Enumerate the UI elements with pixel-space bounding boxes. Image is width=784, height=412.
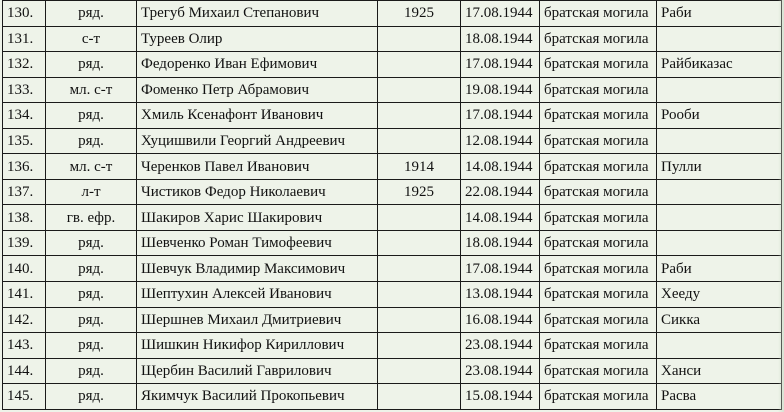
location-cell — [657, 179, 782, 205]
death-date-cell: 16.08.1944 — [461, 307, 540, 333]
burial-type-cell: братская могила — [540, 256, 657, 282]
birth-year-cell: 1914 — [378, 154, 461, 180]
row-number-cell: 130. — [3, 1, 46, 27]
row-number-cell: 138. — [3, 205, 46, 231]
burial-type-cell: братская могила — [540, 52, 657, 78]
table-row — [3, 384, 782, 410]
row-number-cell: 137. — [3, 179, 46, 205]
birth-year-cell: 1925 — [378, 1, 461, 27]
location-cell: Раби — [657, 1, 782, 27]
burial-type-cell: братская могила — [540, 154, 657, 180]
table-row — [3, 230, 782, 256]
page-edge-shadow — [778, 0, 784, 412]
row-number-cell: 143. — [3, 333, 46, 359]
death-date-cell: 15.08.1944 — [461, 384, 540, 410]
burial-type-cell: братская могила — [540, 333, 657, 359]
burial-type-cell: братская могила — [540, 307, 657, 333]
location-cell — [657, 26, 782, 52]
table-row — [3, 128, 782, 154]
row-number-cell: 131. — [3, 26, 46, 52]
location-cell: Райбиказас — [657, 52, 782, 78]
full-name-cell: Щербин Василий Гаврилович — [137, 358, 378, 384]
death-date-cell: 14.08.1944 — [461, 205, 540, 231]
location-cell: Ханси — [657, 358, 782, 384]
rank-cell: ряд. — [46, 358, 137, 384]
death-date-cell: 17.08.1944 — [461, 256, 540, 282]
full-name-cell: Якимчук Василий Прокопьевич — [137, 384, 378, 410]
full-name-cell: Шакиров Харис Шакирович — [137, 205, 378, 231]
burial-type-cell: братская могила — [540, 128, 657, 154]
birth-year-cell — [378, 230, 461, 256]
death-date-cell: 12.08.1944 — [461, 128, 540, 154]
location-cell: Расва — [657, 384, 782, 410]
rank-cell: ряд. — [46, 103, 137, 129]
rank-cell: л-т — [46, 179, 137, 205]
rank-cell: ряд. — [46, 230, 137, 256]
birth-year-cell — [378, 256, 461, 282]
row-number-cell: 145. — [3, 384, 46, 410]
burial-type-cell: братская могила — [540, 77, 657, 103]
birth-year-cell — [378, 282, 461, 308]
burial-type-cell: братская могила — [540, 26, 657, 52]
row-number-cell: 140. — [3, 256, 46, 282]
table-row — [3, 179, 782, 205]
location-cell: Рооби — [657, 103, 782, 129]
row-number-cell: 142. — [3, 307, 46, 333]
row-number-cell: 139. — [3, 230, 46, 256]
birth-year-cell: 1925 — [378, 179, 461, 205]
birth-year-cell — [378, 307, 461, 333]
location-cell: Сикка — [657, 307, 782, 333]
death-date-cell: 13.08.1944 — [461, 282, 540, 308]
table-row — [3, 154, 782, 180]
row-number-cell: 133. — [3, 77, 46, 103]
burial-type-cell: братская могила — [540, 103, 657, 129]
table-row — [3, 52, 782, 78]
death-date-cell: 17.08.1944 — [461, 1, 540, 27]
full-name-cell: Шептухин Алексей Иванович — [137, 282, 378, 308]
full-name-cell: Черенков Павел Иванович — [137, 154, 378, 180]
birth-year-cell — [378, 128, 461, 154]
rank-cell: с-т — [46, 26, 137, 52]
table-row — [3, 103, 782, 129]
table-row — [3, 256, 782, 282]
row-number-cell: 132. — [3, 52, 46, 78]
rank-cell: ряд. — [46, 333, 137, 359]
table-row — [3, 307, 782, 333]
rank-cell: ряд. — [46, 1, 137, 27]
table-body — [3, 1, 782, 410]
table-row — [3, 77, 782, 103]
location-cell: Пулли — [657, 154, 782, 180]
location-cell — [657, 230, 782, 256]
death-date-cell: 17.08.1944 — [461, 103, 540, 129]
full-name-cell: Шевчук Владимир Максимович — [137, 256, 378, 282]
rank-cell: мл. с-т — [46, 77, 137, 103]
birth-year-cell — [378, 333, 461, 359]
death-date-cell: 14.08.1944 — [461, 154, 540, 180]
birth-year-cell — [378, 384, 461, 410]
table-row — [3, 358, 782, 384]
rank-cell: гв. ефр. — [46, 205, 137, 231]
birth-year-cell — [378, 26, 461, 52]
death-date-cell: 23.08.1944 — [461, 333, 540, 359]
full-name-cell: Федоренко Иван Ефимович — [137, 52, 378, 78]
burial-type-cell: братская могила — [540, 205, 657, 231]
location-cell — [657, 128, 782, 154]
row-number-cell: 134. — [3, 103, 46, 129]
birth-year-cell — [378, 358, 461, 384]
rank-cell: ряд. — [46, 307, 137, 333]
rank-cell: ряд. — [46, 128, 137, 154]
full-name-cell: Туреев Олир — [137, 26, 378, 52]
rank-cell: ряд. — [46, 282, 137, 308]
burial-list-table — [2, 0, 782, 410]
death-date-cell: 23.08.1944 — [461, 358, 540, 384]
row-number-cell: 135. — [3, 128, 46, 154]
rank-cell: мл. с-т — [46, 154, 137, 180]
birth-year-cell — [378, 77, 461, 103]
burial-type-cell: братская могила — [540, 230, 657, 256]
full-name-cell: Трегуб Михаил Степанович — [137, 1, 378, 27]
full-name-cell: Шишкин Никифор Кириллович — [137, 333, 378, 359]
table-row — [3, 1, 782, 27]
full-name-cell: Чистиков Федор Николаевич — [137, 179, 378, 205]
location-cell: Раби — [657, 256, 782, 282]
location-cell — [657, 333, 782, 359]
burial-type-cell: братская могила — [540, 179, 657, 205]
burial-type-cell: братская могила — [540, 1, 657, 27]
death-date-cell: 19.08.1944 — [461, 77, 540, 103]
row-number-cell: 136. — [3, 154, 46, 180]
death-date-cell: 18.08.1944 — [461, 230, 540, 256]
death-date-cell: 17.08.1944 — [461, 52, 540, 78]
full-name-cell: Фоменко Петр Абрамович — [137, 77, 378, 103]
birth-year-cell — [378, 103, 461, 129]
row-number-cell: 144. — [3, 358, 46, 384]
table-row — [3, 205, 782, 231]
full-name-cell: Хмиль Ксенафонт Иванович — [137, 103, 378, 129]
death-date-cell: 18.08.1944 — [461, 26, 540, 52]
full-name-cell: Шевченко Роман Тимофеевич — [137, 230, 378, 256]
burial-type-cell: братская могила — [540, 358, 657, 384]
full-name-cell: Хуцишвили Георгий Андреевич — [137, 128, 378, 154]
burial-type-cell: братская могила — [540, 384, 657, 410]
full-name-cell: Шершнев Михаил Дмитриевич — [137, 307, 378, 333]
table-row — [3, 333, 782, 359]
location-cell — [657, 77, 782, 103]
birth-year-cell — [378, 52, 461, 78]
row-number-cell: 141. — [3, 282, 46, 308]
burial-type-cell: братская могила — [540, 282, 657, 308]
location-cell — [657, 205, 782, 231]
table-row — [3, 282, 782, 308]
rank-cell: ряд. — [46, 384, 137, 410]
birth-year-cell — [378, 205, 461, 231]
rank-cell: ряд. — [46, 256, 137, 282]
death-date-cell: 22.08.1944 — [461, 179, 540, 205]
rank-cell: ряд. — [46, 52, 137, 78]
location-cell: Хееду — [657, 282, 782, 308]
table-row — [3, 26, 782, 52]
